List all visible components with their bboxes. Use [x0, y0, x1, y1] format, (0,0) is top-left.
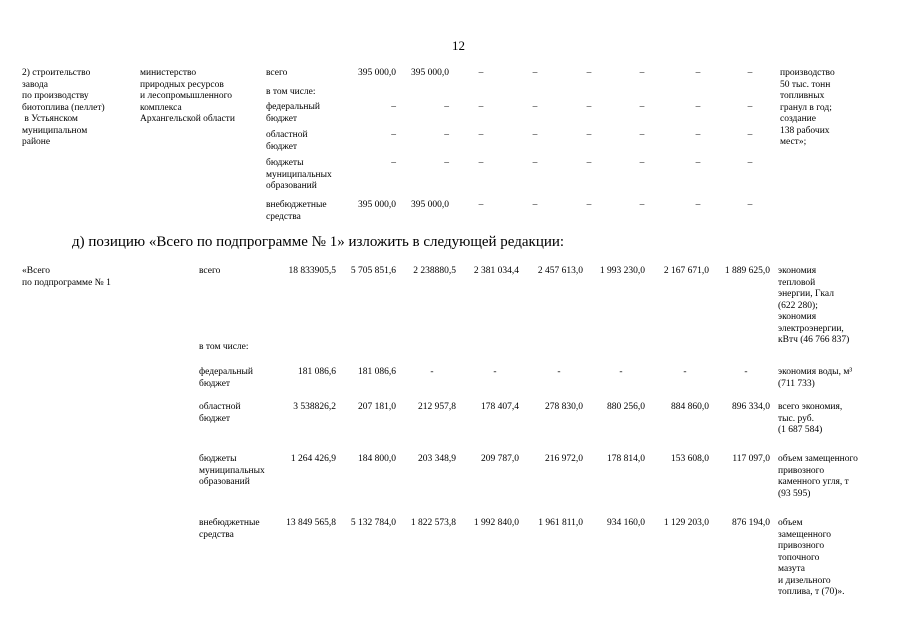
value-cell: -	[493, 367, 497, 377]
value-cell: 1 129 203,0	[663, 518, 709, 528]
value-year: –	[444, 102, 449, 112]
row-label: бюджеты муниципальных образований	[266, 158, 332, 191]
value-cell: -	[619, 367, 623, 377]
value-cell: -	[744, 367, 748, 377]
value-cell: 178 814,0	[607, 454, 645, 464]
value-cell: -	[683, 367, 687, 377]
value-dash: –	[532, 200, 538, 210]
value-cell: 209 787,0	[481, 454, 519, 464]
row-label: всего	[266, 68, 288, 78]
value-cell: 207 181,0	[358, 402, 396, 412]
value-dash: –	[695, 68, 701, 78]
row-label: бюджеты муниципальных образований	[199, 454, 265, 487]
value-dash: –	[586, 68, 592, 78]
value-dash: –	[532, 102, 538, 112]
value-dash: –	[695, 102, 701, 112]
executor-name: министерство природных ресурсов и лесопромышленного комплекса Архангельской области	[140, 68, 235, 124]
value-dash: –	[586, 200, 592, 210]
value-cell: 2 457 613,0	[537, 266, 583, 276]
value-cell: 5 132 784,0	[350, 518, 396, 528]
value-dash: –	[586, 130, 592, 140]
row-label: всего	[199, 266, 221, 276]
value-dash: –	[747, 200, 753, 210]
value-cell: 18 833905,5	[288, 266, 336, 276]
value-dash: –	[478, 68, 484, 78]
result-text: объем замещенного привозного топочного мазута и дизельного топлива, т (70)».	[778, 518, 845, 597]
value-cell: 1 264 426,9	[290, 454, 336, 464]
value-cell: 934 160,0	[607, 518, 645, 528]
value-cell: -	[430, 367, 434, 377]
row-label: в том числе:	[266, 87, 316, 97]
result-text: всего экономия, тыс. руб. (1 687 584)	[778, 402, 843, 435]
value-cell: 880 256,0	[607, 402, 645, 412]
value-dash: –	[478, 102, 484, 112]
value-dash: –	[532, 158, 538, 168]
row-label: в том числе:	[199, 342, 249, 352]
item-name: «Всего по подпрограмме № 1	[22, 266, 111, 288]
value-year: 395 000,0	[411, 200, 449, 210]
value-year: 395 000,0	[411, 68, 449, 78]
value-dash: –	[747, 102, 753, 112]
value-year: –	[444, 158, 449, 168]
value-cell: 1 822 573,8	[410, 518, 456, 528]
value-cell: 884 860,0	[671, 402, 709, 412]
value-cell: 203 348,9	[418, 454, 456, 464]
value-dash: –	[586, 102, 592, 112]
section-heading: д) позицию «Всего по подпрограмме № 1» изложить в следующей редакции:	[72, 234, 565, 250]
value-cell: 278 830,0	[545, 402, 583, 412]
result-text: экономия воды, м³ (711 733)	[778, 367, 853, 389]
value-cell: 1 961 811,0	[538, 518, 583, 528]
value-cell: 184 800,0	[358, 454, 396, 464]
value-dash: –	[532, 68, 538, 78]
value-dash: –	[639, 130, 645, 140]
value-cell: 181 086,6	[358, 367, 396, 377]
value-dash: –	[532, 130, 538, 140]
value-dash: –	[586, 158, 592, 168]
value-dash: –	[747, 158, 753, 168]
row-label: внебюджетные средства	[266, 200, 327, 222]
row-label: областной бюджет	[199, 402, 241, 424]
page-number: 12	[452, 38, 465, 53]
value-cell: 1 889 625,0	[724, 266, 770, 276]
value-dash: –	[639, 102, 645, 112]
value-dash: –	[639, 158, 645, 168]
value-total: 395 000,0	[358, 200, 396, 210]
value-cell: 178 407,4	[481, 402, 519, 412]
value-dash: –	[747, 68, 753, 78]
value-total: 395 000,0	[358, 68, 396, 78]
value-cell: 5 705 851,6	[350, 266, 396, 276]
value-cell: 2 238880,5	[413, 266, 456, 276]
value-cell: -	[557, 367, 561, 377]
value-cell: 212 957,8	[418, 402, 456, 412]
value-dash: –	[639, 200, 645, 210]
value-dash: –	[695, 130, 701, 140]
value-cell: 3 538826,2	[293, 402, 336, 412]
value-dash: –	[478, 158, 484, 168]
result-text: объем замещенного привозного каменного угля, т (93 595)	[778, 454, 858, 499]
row-label: внебюджетные средства	[199, 518, 260, 540]
value-total: –	[391, 130, 396, 140]
value-cell: 876 194,0	[732, 518, 770, 528]
value-dash: –	[695, 158, 701, 168]
result-text: экономия тепловой энергии, Гкал (622 280); экономия электроэнергии, кВтч (46 766 837)	[778, 266, 850, 345]
value-cell: 2 167 671,0	[663, 266, 709, 276]
value-cell: 2 381 034,4	[473, 266, 519, 276]
value-total: –	[391, 102, 396, 112]
value-year: –	[444, 130, 449, 140]
row-label: областной бюджет	[266, 130, 308, 152]
result-text: производство 50 тыс. тонн топливных гранул в год; создание 138 рабочих мест»;	[780, 68, 835, 147]
value-dash: –	[695, 200, 701, 210]
row-label: федеральный бюджет	[199, 367, 253, 389]
value-cell: 216 972,0	[545, 454, 583, 464]
value-cell: 1 993 230,0	[599, 266, 645, 276]
value-total: –	[391, 158, 396, 168]
value-dash: –	[639, 68, 645, 78]
value-cell: 13 849 565,8	[286, 518, 336, 528]
value-cell: 896 334,0	[732, 402, 770, 412]
value-cell: 153 608,0	[671, 454, 709, 464]
value-cell: 1 992 840,0	[473, 518, 519, 528]
value-dash: –	[478, 200, 484, 210]
row-label: федеральный бюджет	[266, 102, 320, 124]
value-cell: 181 086,6	[298, 367, 336, 377]
item-name: 2) строительство завода по производству биотоплива (пеллет) в Устьянском муниципальном районе	[22, 68, 105, 147]
value-cell: 117 097,0	[732, 454, 770, 464]
value-dash: –	[478, 130, 484, 140]
value-dash: –	[747, 130, 753, 140]
